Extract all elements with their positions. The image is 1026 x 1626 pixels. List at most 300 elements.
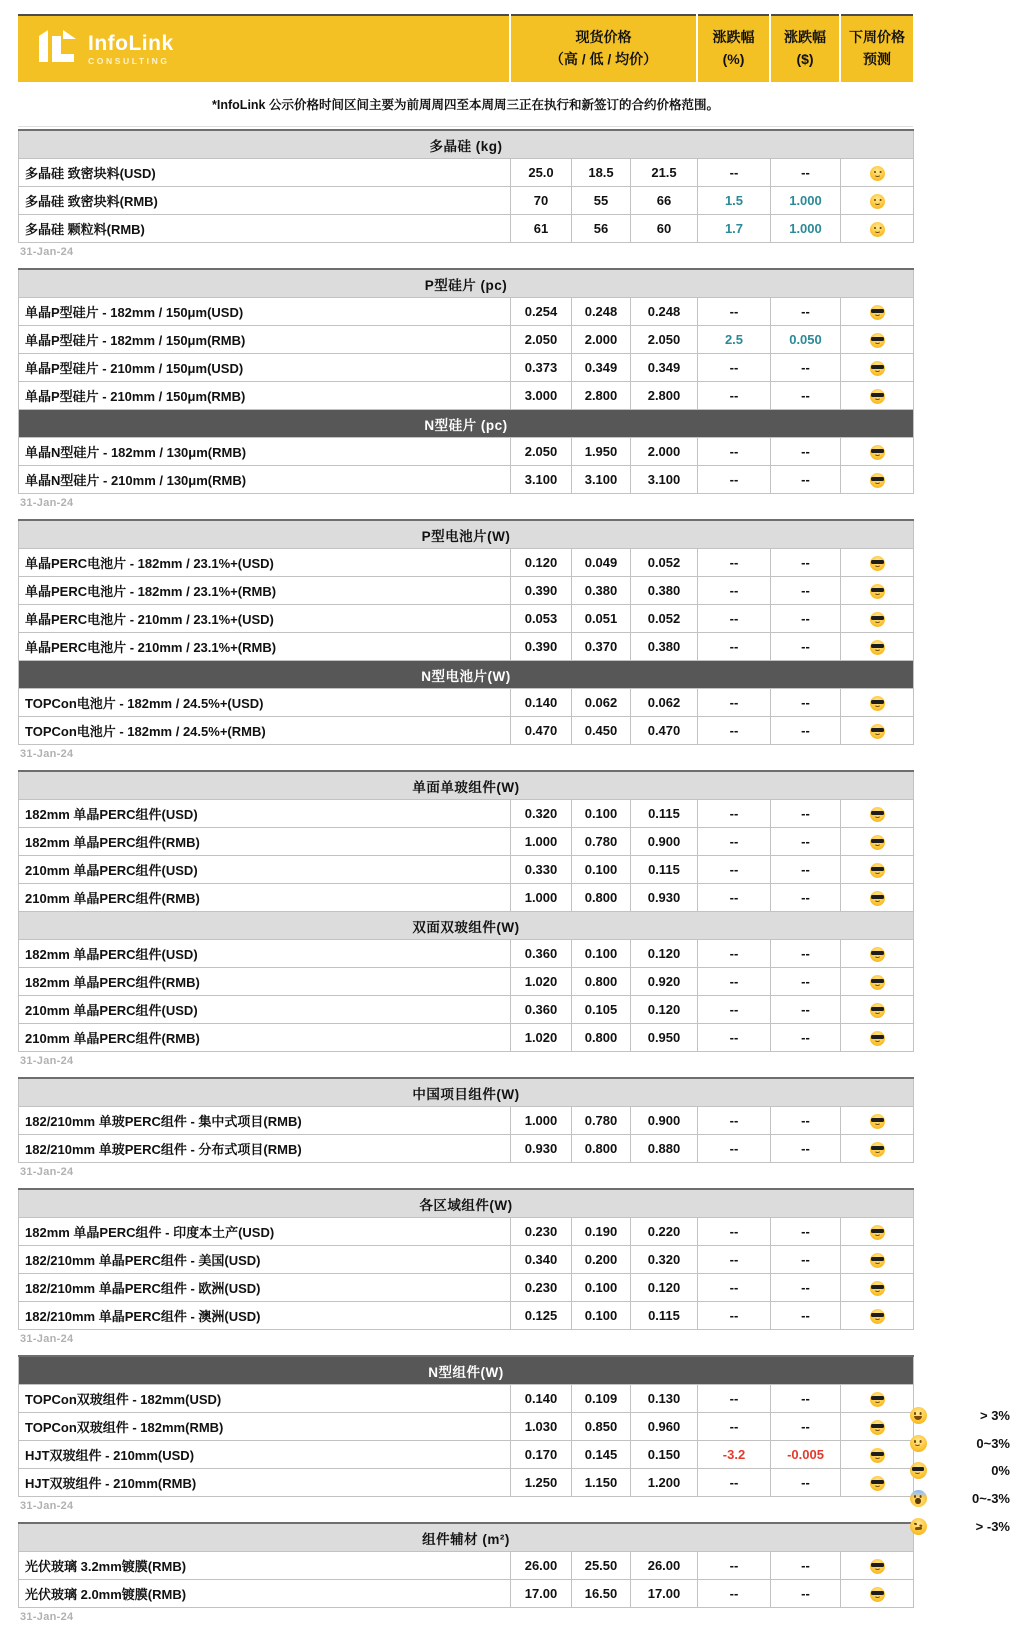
price-block-7 <box>18 1355 914 1497</box>
price-high: 0.230 <box>511 1274 572 1302</box>
price-low: 0.248 <box>572 298 631 326</box>
table-row <box>19 940 914 968</box>
price-block-3 <box>18 519 914 745</box>
legend-label: 0~3% <box>976 1435 1010 1451</box>
forecast-emoji-cell <box>841 549 914 577</box>
price-low: 0.780 <box>572 1107 631 1135</box>
price-high: 1.000 <box>511 828 572 856</box>
table-row <box>19 577 914 605</box>
price-avg: 0.115 <box>631 800 698 828</box>
section-header-row <box>19 1078 914 1107</box>
forecast-emoji-cell <box>841 1218 914 1246</box>
price-avg: 0.220 <box>631 1218 698 1246</box>
price-high: 17.00 <box>511 1580 572 1608</box>
cool-emoji <box>870 1031 885 1046</box>
change-pct: 1.5 <box>698 187 771 215</box>
legend-label: 0~-3% <box>972 1491 1010 1507</box>
change-usd: -- <box>771 828 841 856</box>
price-low: 0.800 <box>572 884 631 912</box>
product-label: 光伏玻璃 2.0mm镀膜(RMB) <box>19 1580 511 1608</box>
table-row <box>19 1385 914 1413</box>
change-pct: -- <box>698 856 771 884</box>
smile-emoji <box>910 1435 927 1452</box>
cool-emoji <box>870 1476 885 1491</box>
section-title: 中国项目组件(W) <box>19 1078 914 1107</box>
change-usd: 0.050 <box>771 326 841 354</box>
change-usd: -- <box>771 1218 841 1246</box>
price-block-6 <box>18 1188 914 1330</box>
cool-emoji <box>870 807 885 822</box>
change-pct: -- <box>698 717 771 745</box>
change-pct: -- <box>698 1302 771 1330</box>
price-block-8 <box>18 1522 914 1608</box>
cool-emoji <box>870 1448 885 1463</box>
product-label: 多晶硅 致密块料(RMB) <box>19 187 511 215</box>
section-title: 组件辅材 (m²) <box>19 1523 914 1552</box>
price-low: 25.50 <box>572 1552 631 1580</box>
price-low: 16.50 <box>572 1580 631 1608</box>
table-row <box>19 1469 914 1497</box>
price-low: 0.850 <box>572 1413 631 1441</box>
price-avg: 0.900 <box>631 828 698 856</box>
product-label: 182/210mm 单晶PERC组件 - 美国(USD) <box>19 1246 511 1274</box>
change-usd: -- <box>771 159 841 187</box>
price-high: 25.0 <box>511 159 572 187</box>
change-pct: -- <box>698 1024 771 1052</box>
forecast-emoji-cell <box>841 968 914 996</box>
forecast-legend <box>910 1402 1010 1540</box>
forecast-emoji-cell <box>841 1441 914 1469</box>
change-pct: -- <box>698 1107 771 1135</box>
price-low: 56 <box>572 215 631 243</box>
price-low: 0.105 <box>572 996 631 1024</box>
price-high: 1.000 <box>511 884 572 912</box>
cool-emoji <box>870 947 885 962</box>
change-usd: -- <box>771 1302 841 1330</box>
change-usd: -- <box>771 1274 841 1302</box>
price-low: 0.780 <box>572 828 631 856</box>
change-pct: -- <box>698 940 771 968</box>
forecast-emoji-cell <box>841 717 914 745</box>
cool-emoji <box>870 724 885 739</box>
legend-item <box>910 1402 1010 1430</box>
section-title: 多晶硅 (kg) <box>19 130 914 159</box>
change-pct: -- <box>698 828 771 856</box>
change-pct: -3.2 <box>698 1441 771 1469</box>
table-row <box>19 549 914 577</box>
price-low: 1.150 <box>572 1469 631 1497</box>
price-high: 0.053 <box>511 605 572 633</box>
legend-label: > 3% <box>980 1408 1010 1424</box>
cool-emoji <box>870 835 885 850</box>
product-label: 182mm 单晶PERC组件(RMB) <box>19 968 511 996</box>
legend-item <box>910 1457 1010 1485</box>
date-label: 31-Jan-24 <box>20 748 74 760</box>
price-avg: 21.5 <box>631 159 698 187</box>
product-label: 210mm 单晶PERC组件(RMB) <box>19 1024 511 1052</box>
section-header-row <box>19 269 914 298</box>
price-avg: 0.900 <box>631 1107 698 1135</box>
product-label: 182mm 单晶PERC组件(USD) <box>19 940 511 968</box>
cool-emoji <box>870 1142 885 1157</box>
price-high: 1.020 <box>511 1024 572 1052</box>
price-avg: 60 <box>631 215 698 243</box>
cool-emoji <box>870 333 885 348</box>
change-pct: -- <box>698 466 771 494</box>
table-row <box>19 633 914 661</box>
forecast-emoji-cell <box>841 1552 914 1580</box>
change-pct: -- <box>698 577 771 605</box>
price-high: 0.120 <box>511 549 572 577</box>
price-avg: 1.200 <box>631 1469 698 1497</box>
product-label: 光伏玻璃 3.2mm镀膜(RMB) <box>19 1552 511 1580</box>
section-title: P型硅片 (pc) <box>19 269 914 298</box>
cool-emoji <box>870 1559 885 1574</box>
column-header-spot-price: 现货价格 （高 / 低 / 均价） <box>510 15 697 82</box>
smile-emoji <box>870 222 885 237</box>
forecast-emoji-cell <box>841 1302 914 1330</box>
cool-emoji <box>870 1253 885 1268</box>
price-avg: 0.248 <box>631 298 698 326</box>
change-pct: -- <box>698 159 771 187</box>
forecast-emoji-cell <box>841 996 914 1024</box>
cool-emoji <box>870 1587 885 1602</box>
change-usd: -- <box>771 438 841 466</box>
price-low: 0.051 <box>572 605 631 633</box>
section-header-row <box>19 520 914 549</box>
table-row <box>19 605 914 633</box>
cool-emoji <box>910 1462 927 1479</box>
note-row <box>18 82 913 127</box>
legend-label: > -3% <box>975 1518 1010 1534</box>
product-label: 多晶硅 颗粒料(RMB) <box>19 215 511 243</box>
price-high: 0.320 <box>511 800 572 828</box>
change-usd: -- <box>771 996 841 1024</box>
table-row <box>19 1107 914 1135</box>
brand-logo <box>18 15 510 82</box>
forecast-emoji-cell <box>841 940 914 968</box>
change-pct: -- <box>698 1385 771 1413</box>
price-avg: 0.120 <box>631 996 698 1024</box>
price-low: 3.100 <box>572 466 631 494</box>
price-avg: 0.130 <box>631 1385 698 1413</box>
price-high: 1.030 <box>511 1413 572 1441</box>
product-label: 单晶N型硅片 - 210mm / 130μm(RMB) <box>19 466 511 494</box>
change-usd: -- <box>771 354 841 382</box>
table-header-row <box>18 15 913 82</box>
forecast-emoji-cell <box>841 1580 914 1608</box>
change-pct: -- <box>698 800 771 828</box>
product-label: 182mm 单晶PERC组件(RMB) <box>19 828 511 856</box>
forecast-emoji-cell <box>841 298 914 326</box>
price-avg: 2.050 <box>631 326 698 354</box>
price-high: 0.360 <box>511 996 572 1024</box>
price-avg: 2.000 <box>631 438 698 466</box>
section-header-row <box>19 771 914 800</box>
change-pct: -- <box>698 884 771 912</box>
price-avg: 0.120 <box>631 1274 698 1302</box>
forecast-emoji-cell <box>841 689 914 717</box>
price-avg: 0.950 <box>631 1024 698 1052</box>
product-label: 182/210mm 单晶PERC组件 - 欧洲(USD) <box>19 1274 511 1302</box>
price-avg: 2.800 <box>631 382 698 410</box>
section-title: 各区域组件(W) <box>19 1189 914 1218</box>
forecast-emoji-cell <box>841 215 914 243</box>
price-high: 0.330 <box>511 856 572 884</box>
price-low: 0.145 <box>572 1441 631 1469</box>
table-row <box>19 1413 914 1441</box>
price-low: 0.200 <box>572 1246 631 1274</box>
cool-emoji <box>870 361 885 376</box>
price-high: 0.390 <box>511 633 572 661</box>
change-usd: -- <box>771 884 841 912</box>
table-row <box>19 438 914 466</box>
change-usd: -- <box>771 382 841 410</box>
cool-emoji <box>870 1114 885 1129</box>
price-high: 3.000 <box>511 382 572 410</box>
product-label: 单晶PERC电池片 - 182mm / 23.1%+(USD) <box>19 549 511 577</box>
cool-emoji <box>870 389 885 404</box>
price-low: 0.100 <box>572 1274 631 1302</box>
change-usd: -- <box>771 1024 841 1052</box>
legend-item <box>910 1512 1010 1540</box>
smile-emoji <box>870 194 885 209</box>
cool-emoji <box>870 1309 885 1324</box>
price-high: 3.100 <box>511 466 572 494</box>
price-low: 0.370 <box>572 633 631 661</box>
table-row <box>19 968 914 996</box>
table-row <box>19 828 914 856</box>
change-pct: -- <box>698 1552 771 1580</box>
price-high: 0.373 <box>511 354 572 382</box>
change-usd: -- <box>771 1107 841 1135</box>
cool-emoji <box>870 891 885 906</box>
table-row <box>19 996 914 1024</box>
header-table <box>18 14 913 127</box>
table-row <box>19 884 914 912</box>
forecast-emoji-cell <box>841 577 914 605</box>
product-label: HJT双玻组件 - 210mm(RMB) <box>19 1469 511 1497</box>
table-row <box>19 1135 914 1163</box>
price-high: 0.470 <box>511 717 572 745</box>
price-high: 0.930 <box>511 1135 572 1163</box>
forecast-emoji-cell <box>841 633 914 661</box>
change-pct: -- <box>698 354 771 382</box>
price-high: 0.254 <box>511 298 572 326</box>
price-low: 55 <box>572 187 631 215</box>
cool-emoji <box>870 975 885 990</box>
change-usd: -- <box>771 968 841 996</box>
price-low: 2.000 <box>572 326 631 354</box>
change-usd: -- <box>771 800 841 828</box>
product-label: TOPCon双玻组件 - 182mm(RMB) <box>19 1413 511 1441</box>
date-label: 31-Jan-24 <box>20 1333 74 1345</box>
price-high: 0.170 <box>511 1441 572 1469</box>
price-high: 2.050 <box>511 438 572 466</box>
product-label: HJT双玻组件 - 210mm(USD) <box>19 1441 511 1469</box>
section-header-row <box>19 1189 914 1218</box>
change-pct: 2.5 <box>698 326 771 354</box>
change-usd: -- <box>771 1135 841 1163</box>
change-usd: -- <box>771 1385 841 1413</box>
price-high: 0.140 <box>511 689 572 717</box>
brand-name: InfoLink <box>88 31 174 55</box>
price-high: 0.390 <box>511 577 572 605</box>
section-title: N型硅片 (pc) <box>19 410 914 438</box>
change-usd: -- <box>771 577 841 605</box>
forecast-emoji-cell <box>841 1107 914 1135</box>
price-low: 0.109 <box>572 1385 631 1413</box>
change-pct: -- <box>698 1218 771 1246</box>
price-high: 0.230 <box>511 1218 572 1246</box>
cool-emoji <box>870 305 885 320</box>
date-label: 31-Jan-24 <box>20 497 74 509</box>
product-label: 210mm 单晶PERC组件(USD) <box>19 996 511 1024</box>
section-header-row <box>19 410 914 438</box>
cool-emoji <box>870 584 885 599</box>
price-avg: 0.115 <box>631 856 698 884</box>
cool-emoji <box>870 1420 885 1435</box>
price-low: 2.800 <box>572 382 631 410</box>
cool-emoji <box>870 473 885 488</box>
price-low: 0.349 <box>572 354 631 382</box>
date-label: 31-Jan-24 <box>20 1166 74 1178</box>
price-high: 0.360 <box>511 940 572 968</box>
cool-emoji <box>870 556 885 571</box>
cool-emoji <box>870 863 885 878</box>
section-header-row <box>19 912 914 940</box>
forecast-emoji-cell <box>841 326 914 354</box>
product-label: 单晶PERC电池片 - 182mm / 23.1%+(RMB) <box>19 577 511 605</box>
product-label: TOPCon电池片 - 182mm / 24.5%+(RMB) <box>19 717 511 745</box>
brand-subtitle: CONSULTING <box>88 55 170 66</box>
price-high: 0.340 <box>511 1246 572 1274</box>
date-label: 31-Jan-24 <box>20 1055 74 1067</box>
forecast-emoji-cell <box>841 159 914 187</box>
price-avg: 3.100 <box>631 466 698 494</box>
cool-emoji <box>870 640 885 655</box>
change-usd: -- <box>771 689 841 717</box>
price-low: 18.5 <box>572 159 631 187</box>
price-high: 1.000 <box>511 1107 572 1135</box>
price-block-5 <box>18 1077 914 1163</box>
section-header-row <box>19 1356 914 1385</box>
product-label: 单晶P型硅片 - 182mm / 150μm(RMB) <box>19 326 511 354</box>
forecast-emoji-cell <box>841 382 914 410</box>
table-row <box>19 466 914 494</box>
table-row <box>19 1274 914 1302</box>
sour-emoji <box>910 1518 927 1535</box>
price-avg: 26.00 <box>631 1552 698 1580</box>
table-row <box>19 159 914 187</box>
change-pct: -- <box>698 605 771 633</box>
smile-emoji <box>870 166 885 181</box>
change-pct: -- <box>698 996 771 1024</box>
column-header-change-pct: 涨跌幅 (%) <box>697 15 770 82</box>
date-label: 31-Jan-24 <box>20 1500 74 1512</box>
table-row <box>19 1441 914 1469</box>
column-header-change-usd: 涨跌幅 ($) <box>770 15 840 82</box>
product-label: 182mm 单晶PERC组件(USD) <box>19 800 511 828</box>
change-pct: -- <box>698 438 771 466</box>
change-pct: -- <box>698 1135 771 1163</box>
change-usd: -- <box>771 1246 841 1274</box>
change-usd: 1.000 <box>771 215 841 243</box>
section-title: N型组件(W) <box>19 1356 914 1385</box>
product-label: 210mm 单晶PERC组件(USD) <box>19 856 511 884</box>
change-usd: 1.000 <box>771 187 841 215</box>
table-row <box>19 298 914 326</box>
price-low: 0.190 <box>572 1218 631 1246</box>
change-pct: -- <box>698 1469 771 1497</box>
change-pct: -- <box>698 1246 771 1274</box>
price-avg: 0.930 <box>631 884 698 912</box>
cool-emoji <box>870 612 885 627</box>
price-avg: 0.062 <box>631 689 698 717</box>
change-usd: -- <box>771 466 841 494</box>
price-low: 0.100 <box>572 800 631 828</box>
change-pct: -- <box>698 1413 771 1441</box>
price-avg: 0.052 <box>631 605 698 633</box>
change-pct: -- <box>698 382 771 410</box>
cool-emoji <box>870 696 885 711</box>
price-low: 0.800 <box>572 1024 631 1052</box>
legend-label: 0% <box>991 1463 1010 1479</box>
section-title: 双面双玻组件(W) <box>19 912 914 940</box>
product-label: TOPCon双玻组件 - 182mm(USD) <box>19 1385 511 1413</box>
change-usd: -- <box>771 298 841 326</box>
forecast-emoji-cell <box>841 605 914 633</box>
change-usd: -- <box>771 549 841 577</box>
forecast-emoji-cell <box>841 1024 914 1052</box>
section-title: 单面单玻组件(W) <box>19 771 914 800</box>
change-pct: -- <box>698 298 771 326</box>
section-header-row <box>19 130 914 159</box>
price-avg: 0.115 <box>631 1302 698 1330</box>
change-pct: 1.7 <box>698 215 771 243</box>
price-high: 70 <box>511 187 572 215</box>
price-low: 0.100 <box>572 856 631 884</box>
table-row <box>19 215 914 243</box>
change-pct: -- <box>698 1274 771 1302</box>
table-row <box>19 187 914 215</box>
product-label: 210mm 单晶PERC组件(RMB) <box>19 884 511 912</box>
grin-emoji <box>910 1407 927 1424</box>
table-row <box>19 1218 914 1246</box>
product-label: 单晶N型硅片 - 182mm / 130μm(RMB) <box>19 438 511 466</box>
change-usd: -- <box>771 633 841 661</box>
price-low: 0.800 <box>572 968 631 996</box>
table-row <box>19 1024 914 1052</box>
change-usd: -- <box>771 856 841 884</box>
price-high: 26.00 <box>511 1552 572 1580</box>
forecast-emoji-cell <box>841 1469 914 1497</box>
product-label: 多晶硅 致密块料(USD) <box>19 159 511 187</box>
price-avg: 0.349 <box>631 354 698 382</box>
price-avg: 66 <box>631 187 698 215</box>
table-row <box>19 326 914 354</box>
price-low: 0.380 <box>572 577 631 605</box>
cool-emoji <box>870 1281 885 1296</box>
table-row <box>19 856 914 884</box>
forecast-emoji-cell <box>841 828 914 856</box>
cool-emoji <box>870 445 885 460</box>
price-high: 1.250 <box>511 1469 572 1497</box>
price-high: 2.050 <box>511 326 572 354</box>
table-row <box>19 1580 914 1608</box>
change-pct: -- <box>698 968 771 996</box>
product-label: 单晶PERC电池片 - 210mm / 23.1%+(RMB) <box>19 633 511 661</box>
